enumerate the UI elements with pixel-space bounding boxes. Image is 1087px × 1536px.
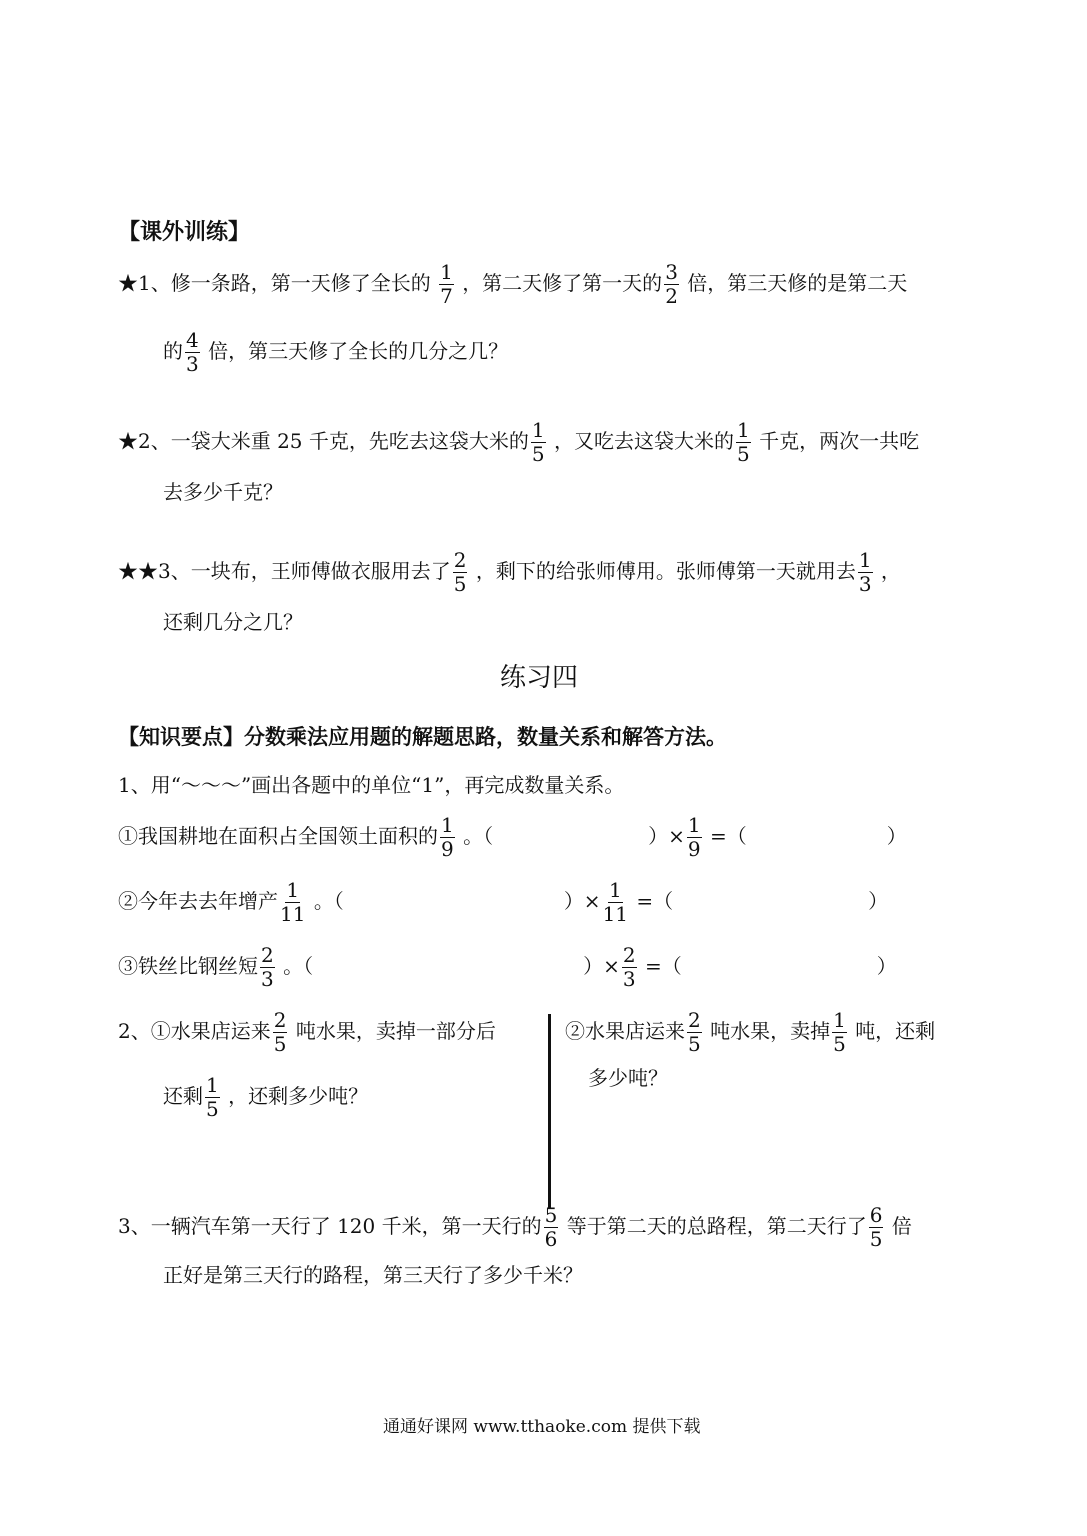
q1-mid: ，第二天修了第一天的 — [462, 271, 663, 295]
p3-f1-num: 5 — [544, 1203, 558, 1227]
p3-fraction-1 — [544, 1205, 559, 1250]
q3-mid: ，剩下的给张师傅用。张师傅第一天就用去 — [475, 559, 856, 583]
p1-item1-frac2-num: 1 — [687, 813, 701, 837]
p2-left-post: 吨水果，卖掉一部分后 — [295, 1019, 496, 1043]
q3-f2-num: 1 — [858, 548, 872, 572]
p2-right-f2-num: 1 — [833, 1008, 846, 1032]
q1-f1-den: 7 — [440, 284, 453, 308]
p3-prefix: 3、一辆汽车第一天行了 120 千米，第一天行的 — [118, 1214, 542, 1238]
p2-left-f2-num: 1 — [206, 1073, 219, 1097]
p1-item1-frac2 — [687, 815, 702, 860]
p2-right-frac-1 — [687, 1010, 702, 1055]
p1-item1-text: ①我国耕地在面积占全国领土面积的 — [118, 824, 438, 848]
q3-tail: ， — [880, 559, 901, 583]
question-1-line-2 — [163, 330, 508, 375]
p1-item3-frac2-den: 3 — [622, 967, 636, 991]
p3-f2-den: 5 — [869, 1227, 883, 1251]
q3-f1-den: 5 — [453, 572, 467, 596]
key-points-label: 【知识要点】 — [118, 725, 244, 749]
p1-item2-frac2-num: 1 — [608, 878, 622, 902]
footer-credit: 通通好课网 www.tthaoke.com 提供下载 — [383, 1417, 701, 1437]
p1-item3-frac-num: 2 — [261, 943, 274, 967]
q2-tail: 千克，两次一共吃 — [759, 429, 920, 453]
question-3-line-2: 还剩几分之几？ — [163, 610, 303, 634]
p1-item3-eq: =（ — [644, 954, 682, 978]
q2-f2-num: 1 — [736, 418, 750, 442]
q1-prefix: ★1、修一条路，第一天修了全长的 — [118, 271, 431, 295]
q2-fraction-2 — [736, 420, 751, 465]
extra-heading: 【课外训练】 — [118, 220, 251, 245]
q1-f1-num: 1 — [440, 260, 453, 284]
practice-1-item-2 — [118, 880, 888, 925]
q1-tail: 倍，第三天修的是第二天 — [687, 271, 908, 295]
q1-line2-pre: 的 — [163, 339, 183, 363]
q2-f1-num: 1 — [531, 418, 545, 442]
q1-line2-post: 倍，第三天修了全长的几分之几？ — [208, 339, 509, 363]
p1-item1-dot: 。（ — [463, 824, 494, 848]
question-2-line-1 — [118, 420, 919, 465]
question-2-line-2: 去多少千克？ — [163, 480, 283, 504]
q1-f2-den: 2 — [665, 284, 678, 308]
p1-item1-frac-den: 9 — [441, 837, 454, 861]
practice-3-line-2: 正好是第三天行的路程，第三天行了多少千米？ — [163, 1263, 583, 1287]
p2-left-frac-2 — [205, 1075, 220, 1120]
p1-item3-close1: ）× — [583, 954, 620, 978]
q2-f1-den: 5 — [531, 442, 545, 466]
practice-1-instruction: 1、用“～～～”画出各题中的单位“1”，再完成数量关系。 — [118, 773, 625, 797]
p1-item1-close2: ） — [886, 824, 907, 848]
key-points — [118, 727, 727, 748]
q3-fraction-2 — [858, 550, 873, 595]
q1-fraction-2 — [664, 262, 679, 307]
q2-prefix: ★2、一袋大米重 25 千克，先吃去这袋大米的 — [118, 429, 529, 453]
p2-left-f1-num: 2 — [273, 1008, 287, 1032]
p2-left-l2post: ，还剩多少吨？ — [228, 1084, 369, 1108]
p1-item3-dot: 。（ — [283, 954, 314, 978]
p1-item2-dot: 。（ — [313, 889, 344, 913]
p2-left-l2pre: 还剩 — [163, 1084, 203, 1108]
q1-f3-den: 3 — [186, 352, 199, 376]
column-divider — [548, 1014, 551, 1208]
key-points-text: 分数乘法应用题的解题思路，数量关系和解答方法。 — [244, 725, 727, 749]
p3-mid: 等于第二天的总路程，第二天行了 — [566, 1214, 867, 1238]
practice-1-item-3 — [118, 945, 897, 990]
p1-item1-close1: ）× — [648, 824, 685, 848]
practice-2-right-line-1 — [565, 1010, 935, 1055]
p1-item3-text: ③铁丝比钢丝短 — [118, 954, 258, 978]
p1-item3-frac2 — [622, 945, 637, 990]
q1-fraction-1 — [439, 262, 454, 307]
p2-right-f2-den: 5 — [833, 1032, 846, 1056]
p1-item3-frac2-num: 2 — [622, 943, 636, 967]
q2-f2-den: 5 — [736, 442, 750, 466]
p1-item2-text: ②今年去去年增产 — [118, 889, 278, 913]
p3-f1-den: 6 — [544, 1227, 558, 1251]
p2-left-frac-1 — [273, 1010, 288, 1055]
p1-item1-frac-num: 1 — [441, 813, 454, 837]
question-1-line-1 — [118, 262, 907, 307]
p2-left-pre: 2、①水果店运来 — [118, 1019, 271, 1043]
q2-mid: ，又吃去这袋大米的 — [553, 429, 734, 453]
p2-right-pre: ②水果店运来 — [565, 1019, 685, 1043]
question-3-line-1 — [118, 550, 901, 595]
p1-item1-frac2-den: 9 — [687, 837, 701, 861]
p3-fraction-2 — [869, 1205, 884, 1250]
p1-item2-eq: =（ — [636, 889, 674, 913]
q3-f1-num: 2 — [453, 548, 467, 572]
p1-item2-frac-num: 1 — [286, 878, 300, 902]
p1-item2-frac — [280, 880, 305, 925]
q3-fraction-1 — [453, 550, 468, 595]
p1-item2-frac2 — [603, 880, 628, 925]
p2-right-f1-den: 5 — [688, 1032, 701, 1056]
practice-2-left-line-1 — [118, 1010, 496, 1055]
practice-3-line-1 — [118, 1205, 912, 1250]
p1-item2-frac-den: 11 — [280, 902, 306, 926]
practice-1-item-1 — [118, 815, 907, 860]
p2-right-f1-num: 2 — [688, 1008, 701, 1032]
p1-item2-close1: ）× — [563, 889, 601, 913]
p1-item3-frac-den: 3 — [261, 967, 274, 991]
q3-prefix: ★★3、一块布，王师傅做衣服用去了 — [118, 559, 451, 583]
q1-f3-num: 4 — [186, 328, 199, 352]
p2-right-mid: 吨水果，卖掉 — [710, 1019, 831, 1043]
practice-2-left-line-2 — [163, 1075, 368, 1120]
practice-title: 练习四 — [500, 663, 579, 693]
p1-item1-eq: =（ — [709, 824, 747, 848]
p1-item2-frac2-den: 11 — [602, 902, 629, 926]
p2-right-frac-2 — [832, 1010, 847, 1055]
practice-2-right-line-2: 多少吨？ — [588, 1066, 668, 1090]
p1-item3-frac — [260, 945, 275, 990]
p2-right-post: 吨，还剩 — [855, 1019, 936, 1043]
p3-tail: 倍 — [891, 1214, 912, 1238]
q1-fraction-3 — [185, 330, 200, 375]
p1-item1-frac — [440, 815, 455, 860]
p3-f2-num: 6 — [869, 1203, 883, 1227]
p1-item2-close2: ） — [868, 889, 889, 913]
p2-left-f1-den: 5 — [273, 1032, 287, 1056]
p1-item3-close2: ） — [876, 954, 897, 978]
q1-f2-num: 3 — [665, 260, 678, 284]
q3-f2-den: 3 — [858, 572, 872, 596]
q2-fraction-1 — [531, 420, 546, 465]
p2-left-f2-den: 5 — [206, 1097, 219, 1121]
